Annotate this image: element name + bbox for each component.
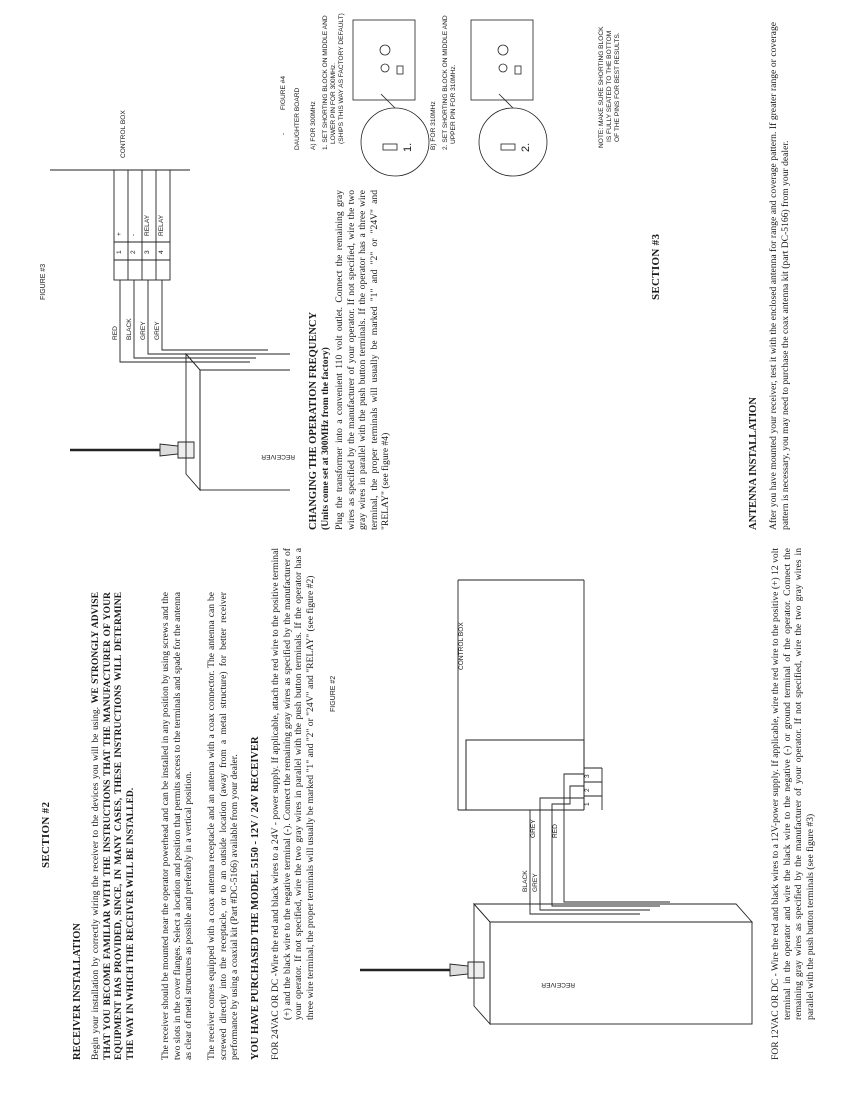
figure-2-terminal-3: 3 (584, 774, 591, 778)
figure-3-black-label: BLACK (126, 318, 133, 340)
daughter-board-b (471, 20, 533, 100)
wire-grey-a (148, 280, 262, 354)
figure-3-receiver-label: RECEIVER (261, 453, 295, 460)
frequency-heading: CHANGING THE OPERATION FREQUENCY (308, 311, 319, 530)
receiver-installation-heading: RECEIVER INSTALLATION (72, 922, 83, 1060)
12v-instructions: FOR 12VAC OR DC - Wire the red and black wires to a 12V-power supply. If applicable, wire the red wire to the positive (+) 12 volt terminal in the operator and wire the black wire to the negative (-) or ground terminal of the operator. Connect the remaining gray wires as specified by the manufacturer of your operator. If not specified, wire the two gray wires in parallel with the push button terminals (see figure #3) (770, 548, 816, 1060)
receiver-front-face (200, 370, 290, 490)
figure-2-diagram (340, 550, 780, 1100)
component-a1 (381, 64, 389, 72)
figure-4-diagram (345, 10, 595, 180)
figure-2-terminal-2: 2 (584, 788, 591, 792)
daughter-board-a (353, 20, 415, 100)
figure-3-sign-minus: - (130, 233, 137, 236)
wire-red (564, 774, 670, 902)
intro-text: Begin your installation by correctly wiring the receiver to the devices you will be using. (90, 706, 101, 1060)
figure-3-relay-2: RELAY (158, 214, 165, 236)
figure-3-terminal-1: 1 (116, 250, 123, 254)
figure-3-terminal-2: 2 (130, 250, 137, 254)
section-3-title: SECTION #3 (650, 233, 662, 300)
callout-1: 1. (402, 142, 414, 152)
figure-2-receiver-label: RECEIVER (541, 981, 575, 988)
option-a-title: A) FOR 300MHz (310, 101, 317, 150)
antenna-installation-heading: ANTENNA INSTALLATION (748, 397, 759, 530)
antenna-receptacle-paragraph: The receiver comes equipped with a coax antenna receptacle and an antenna with a coax connector. The antenna can be screwed directly into the receptacle, or to an outside location (away from a metal structure) for better receiver performance by using a coaxial kit (Part #DC-5166) available from your dealer. (206, 592, 241, 1060)
antenna-connector (450, 964, 468, 976)
receiver-top-face (186, 354, 200, 490)
magnifier-circle-a (361, 108, 429, 176)
option-b-title: B) FOR 310MHz (430, 101, 437, 150)
figure-2-grey-wire-label: GREY (532, 873, 539, 892)
figure-3-grey2-label: GREY (154, 321, 161, 340)
note-line-2: IS FULLY SEATED TO THE BOTTOM (606, 30, 613, 142)
figure-3-red-label: RED (112, 326, 119, 340)
wire-black (530, 810, 640, 914)
figure-2-terminal-1: 1 (584, 802, 591, 806)
section-2-title: SECTION #2 (40, 801, 52, 868)
pointer-line-a (381, 94, 395, 108)
receiver-side-face (474, 904, 752, 922)
component-b2 (498, 45, 508, 55)
figure-4-label: FIGURE #4 (280, 75, 287, 110)
figure-3-relay-1: RELAY (144, 214, 151, 236)
antenna-installation-paragraph: After you have mounted your receiver, test it with the enclosed antenna for range and coverage pattern. If greater range or coverage pattern is necessary, you may need to purchase the coax antenna kit (part DC-5166) from your dealer. (768, 22, 791, 530)
option-b-step-1: 2. SET SHORTING BLOCK ON MIDDLE AND (442, 15, 449, 150)
component-a2 (380, 45, 390, 55)
model-heading: YOU HAVE PURCHASED THE MODEL 5150 - 12V / 24V RECEIVER (250, 736, 261, 1060)
option-a-step-2: LOWER PIN FOR 300MHz. (330, 63, 337, 144)
figure-3-terminal-3: 3 (144, 250, 151, 254)
intro-warning: WE STRONGLY ADVISE THAT YOU BECOME FAMILIAR WITH THE INSTRUCTIONS THAT THE MANUFACTURER OF YOUR EQUIPMENT HAS PROVIDED, SINCE, IN MANY CASES, THESE INSTRUCTIONS WILL DETERMINE THE WAY IN WHICH THE RECEIVER WILL BE INSTALLED. (90, 592, 136, 1060)
control-box-outline (466, 740, 584, 810)
figure-3-control-box-label: CONTROL BOX (120, 110, 127, 158)
daughter-board-label: DAUGHTER BOARD (294, 87, 301, 150)
wire-grey-b (552, 786, 660, 906)
note-line-3: OF THE PINS FOR BEST RESULTS. (614, 32, 621, 142)
24v-instructions: FOR 24VAC OR DC -Wire the red and black wires to a 24V - power supply. If applicable, attach the red wire to the positive terminal (+) and the black wire to the negative terminal (-). Connect the remaining gray wires as specified by the manufacturer of your operator. If not specified, wire the two gray wires in parallel with the push button terminals. If the operator has a three wire terminal, the proper terminals will usually be marked "1" and "2" or "24V" and "RELAY" (see figure #2) (270, 548, 316, 1060)
figure-2-label: FIGURE #2 (330, 675, 337, 712)
pointer-line-b (499, 94, 513, 108)
figure-2-red-wire-label: RED (552, 824, 559, 838)
figure-3-diagram (50, 0, 290, 550)
figure-2-grey2-wire-label: GREY (530, 819, 537, 838)
option-a-step-3: (SHIPS THIS WAY AS FACTORY DEFAULT) (338, 13, 345, 144)
figure-3-label: FIGURE #3 (40, 263, 47, 300)
callout-2: 2. (520, 142, 532, 152)
mounting-paragraph: The receiver should be mounted near the operator powerhead and can be installed in any position by using screws and the two slots in the cover flanges. Select a location and position that permits access to the terminals and spade for the antenna as clear of metal structures as possible and preferably in a vertical position. (160, 592, 195, 1060)
wire-grey-b (162, 280, 268, 350)
intro-paragraph (90, 592, 136, 1060)
wire-grey-a (540, 798, 650, 910)
figure-3-grey1-label: GREY (140, 321, 147, 340)
magnifier-circle-b (479, 108, 547, 176)
component-b1 (499, 64, 507, 72)
figure-2-control-box-label: CONTROL BOX (458, 622, 465, 670)
section-2-column (0, 550, 850, 1100)
antenna-nut (468, 962, 484, 978)
option-a-step-1: 1. SET SHORTING BLOCK ON MIDDLE AND (322, 15, 329, 150)
figure-3-terminal-4: 4 (158, 250, 165, 254)
pin-block-a (383, 144, 397, 150)
component-b3 (515, 66, 521, 74)
frequency-subheading: (Units come set at 300MHz from the factory) (320, 347, 331, 530)
option-b-step-2: UPPER PIN FOR 310MHz. (450, 64, 457, 144)
figure-2-black-wire-label: BLACK (522, 870, 529, 892)
component-a3 (397, 66, 403, 74)
receiver-front-face (490, 922, 752, 1024)
wire-black (134, 280, 256, 358)
figure-4-dash: - (280, 132, 287, 135)
frequency-paragraph: Plug the transformer into a convenient 110 volt outlet. Connect the remaining gray wires as specified by the manufacturer of your operator. If not specified, wire the two gray wires in parallel with the push button terminals. If the operator has a three wire terminal, the proper terminals will usually be marked "1" and "2" or "24V" and "RELAY" (see figure #4) (334, 190, 392, 530)
antenna-connector (160, 444, 178, 456)
note-line-1: NOTE: MAKE SURE SHORTING BLOCK (598, 26, 605, 148)
pin-block-b (501, 144, 515, 150)
figure-3-sign-plus: + (116, 232, 123, 236)
